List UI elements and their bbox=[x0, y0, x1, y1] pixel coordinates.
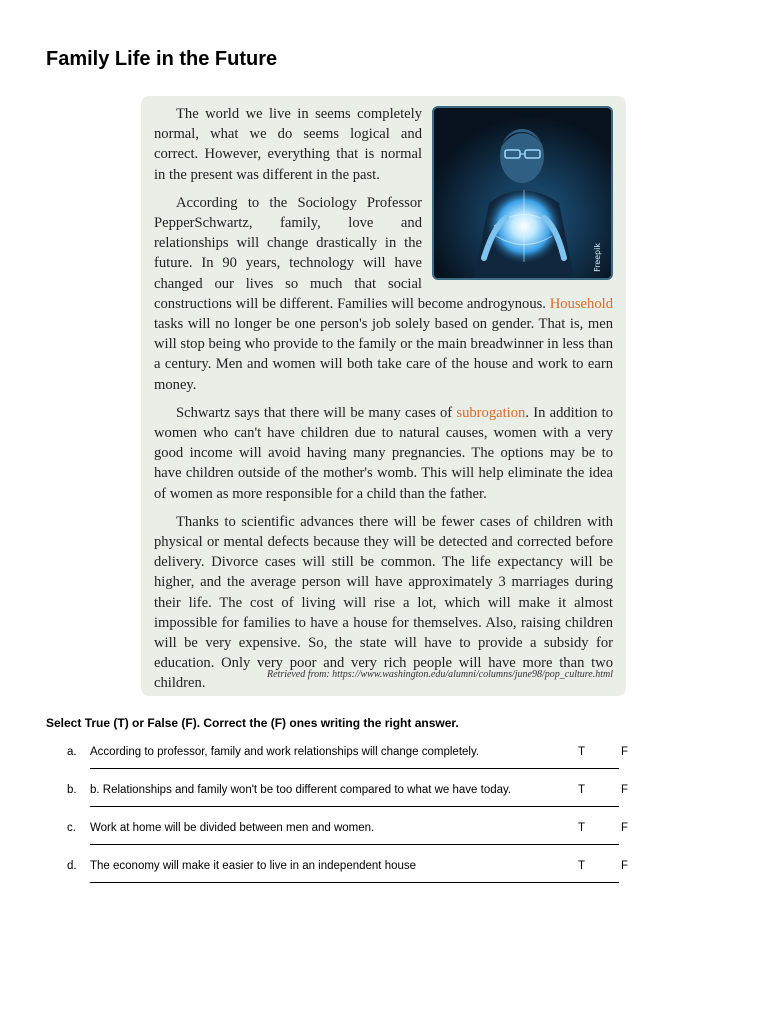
source-citation: Retrieved from: https://www.washington.edu/alumni/columns/june98/pop_culture.html bbox=[267, 669, 613, 680]
glowing-orb-illustration bbox=[434, 108, 611, 278]
reading-text bbox=[154, 104, 613, 702]
question-letter: c. bbox=[67, 822, 76, 834]
answer-line[interactable] bbox=[90, 844, 619, 845]
question-b bbox=[0, 784, 768, 822]
paragraph-1: The world we live in seems completely normal, what we do seems logical and correct. However, everything that is normal in the present was different in the past. bbox=[154, 106, 422, 183]
false-option[interactable]: F bbox=[621, 822, 629, 834]
highlight-subrogation: subrogation bbox=[456, 404, 526, 421]
paragraph-4: Thanks to scientific advances there will be fewer cases of children with physical or mental defects because they will be detected and corrected before delivery. Divorce cases will still be common. The life expectancy will be higher, and the average person will have approximately 3 marriages during their life. The cost of living will rise a lot, which will make it almost impossible for families to have a house for themselves. Also, raising children will be very expensive. So, the state will have to provide a subsidy for education. Only very poor and very rich people will have more than two children. bbox=[154, 513, 613, 692]
true-option[interactable]: T bbox=[578, 746, 586, 758]
question-letter: d. bbox=[67, 860, 77, 872]
true-option[interactable]: T bbox=[578, 822, 586, 834]
paragraph-2: According to the Sociology Professor PepperSchwartz, family, love and relationships will change drastically in the future. In 90 years, technology will have changed our lives so much that social constructions will be different. Families will become androgynous. Household tasks will no longer be one person's job solely based on gender. That is, men will stop being who provide to the family or the main breadwinner in less than a century. Men and women will both take care of the house and work to earn money. bbox=[154, 194, 613, 393]
true-option[interactable]: T bbox=[578, 860, 586, 872]
question-text: According to professor, family and work relationships will change completely. bbox=[90, 746, 480, 758]
highlight-household: Household bbox=[549, 295, 613, 312]
question-letter: a. bbox=[67, 746, 77, 758]
question-c bbox=[0, 822, 768, 860]
false-option[interactable]: F bbox=[621, 860, 629, 872]
question-text: Work at home will be divided between men and women. bbox=[90, 822, 375, 834]
question-text: b. Relationships and family won't be too different compared to what we have today. bbox=[90, 784, 512, 796]
tech-man-image bbox=[432, 106, 613, 280]
true-option[interactable]: T bbox=[578, 784, 586, 796]
question-letter: b. bbox=[67, 784, 77, 796]
exercise-instructions: Select True (T) or False (F). Correct the (F) ones writing the right answer. bbox=[46, 716, 459, 730]
question-text: The economy will make it easier to live in an independent house bbox=[90, 860, 417, 872]
page-title: Family Life in the Future bbox=[46, 48, 278, 70]
answer-line[interactable] bbox=[90, 768, 619, 769]
question-d bbox=[0, 860, 768, 898]
question-a bbox=[0, 746, 768, 784]
false-option[interactable]: F bbox=[621, 746, 629, 758]
image-credit: Freepik bbox=[592, 243, 602, 272]
paragraph-3: Schwartz says that there will be many cases of subrogation. In addition to women who can't have children due to natural causes, women with a very good income will avoid having many pregnancies. The options may be to have children outside of the mother's womb. This will help eliminate the idea of women as more responsible for a child than the father. bbox=[154, 404, 614, 502]
false-option[interactable]: F bbox=[621, 784, 629, 796]
answer-line[interactable] bbox=[90, 882, 619, 883]
answer-line[interactable] bbox=[90, 806, 619, 807]
